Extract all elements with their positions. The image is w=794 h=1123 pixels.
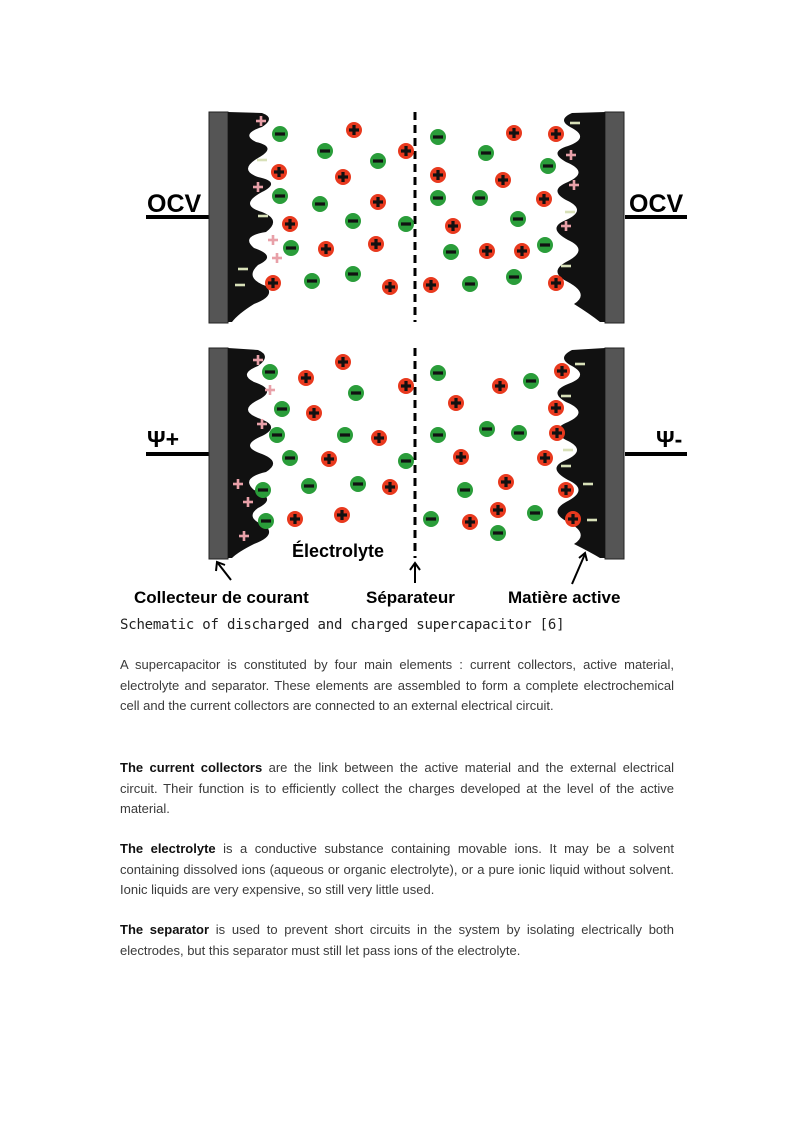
anion-ion bbox=[511, 425, 527, 441]
cation-ion bbox=[479, 243, 495, 259]
right-current-collector bbox=[605, 112, 624, 323]
cation-ion bbox=[398, 378, 414, 394]
anion-ion bbox=[301, 478, 317, 494]
cation-ion bbox=[368, 236, 384, 252]
bottom-right-label: Ψ- bbox=[656, 426, 683, 452]
left-current-collector bbox=[209, 112, 228, 323]
anion-ion bbox=[479, 421, 495, 437]
paragraph-current-collectors bbox=[120, 758, 674, 820]
minus-charge-mark bbox=[563, 449, 573, 452]
anion-ion bbox=[282, 450, 298, 466]
cation-ion bbox=[514, 243, 530, 259]
anion-ion bbox=[443, 244, 459, 260]
bottom-left-label: Ψ+ bbox=[147, 426, 180, 452]
cation-ion bbox=[370, 194, 386, 210]
minus-charge-mark bbox=[561, 395, 571, 398]
anion-ion bbox=[304, 273, 320, 289]
electrolyte-label: Électrolyte bbox=[292, 541, 385, 561]
anion-ion bbox=[345, 213, 361, 229]
cation-ion bbox=[448, 395, 464, 411]
cation-ion bbox=[498, 474, 514, 490]
anion-ion bbox=[398, 453, 414, 469]
anion-ion bbox=[430, 365, 446, 381]
collector-label: Collecteur de courant bbox=[134, 588, 309, 607]
anion-ion bbox=[430, 129, 446, 145]
anion-ion bbox=[478, 145, 494, 161]
cation-ion bbox=[382, 279, 398, 295]
plus-charge-mark bbox=[265, 385, 275, 395]
top-left-label: OCV bbox=[147, 190, 202, 218]
paragraph-text: is used to prevent short circuits in the system by isolating electrically both electrodes, but this separator must still let pass ions of the electrolyte. bbox=[120, 922, 674, 958]
paragraph-intro bbox=[120, 655, 674, 717]
separator-arrow bbox=[410, 563, 420, 583]
paragraph-term: The separator bbox=[120, 922, 210, 937]
anion-ion bbox=[317, 143, 333, 159]
anion-ion bbox=[283, 240, 299, 256]
anion-ion bbox=[272, 126, 288, 142]
cation-ion bbox=[271, 164, 287, 180]
minus-charge-mark bbox=[570, 122, 580, 125]
anion-ion bbox=[430, 427, 446, 443]
anion-ion bbox=[398, 216, 414, 232]
cation-ion bbox=[321, 451, 337, 467]
anion-ion bbox=[490, 525, 506, 541]
cation-ion bbox=[287, 511, 303, 527]
cation-ion bbox=[306, 405, 322, 421]
cation-ion bbox=[335, 169, 351, 185]
minus-charge-mark bbox=[575, 363, 585, 366]
minus-charge-mark bbox=[561, 465, 571, 468]
anion-ion bbox=[537, 237, 553, 253]
minus-charge-mark bbox=[565, 211, 575, 214]
cation-ion bbox=[548, 400, 564, 416]
cation-ion bbox=[430, 167, 446, 183]
anion-ion bbox=[510, 211, 526, 227]
cation-ion bbox=[445, 218, 461, 234]
paragraph-electrolyte bbox=[120, 839, 674, 901]
anion-ion bbox=[523, 373, 539, 389]
anion-ion bbox=[269, 427, 285, 443]
anion-ion bbox=[272, 188, 288, 204]
paragraph-text: is a conductive substance containing movable ions. It may be a solvent containing dissolved ions (aqueous or organic electrolyte), or a pure ionic liquid without solvent. Ionic liquids are very expensive, so still very little used. bbox=[120, 841, 674, 897]
cation-ion bbox=[382, 479, 398, 495]
cation-ion bbox=[558, 482, 574, 498]
anion-ion bbox=[527, 505, 543, 521]
cation-ion bbox=[282, 216, 298, 232]
anion-ion bbox=[337, 427, 353, 443]
cation-ion bbox=[506, 125, 522, 141]
right-current-collector bbox=[605, 348, 624, 559]
anion-ion bbox=[258, 513, 274, 529]
cation-ion bbox=[548, 275, 564, 291]
cation-ion bbox=[554, 363, 570, 379]
left-current-collector bbox=[209, 348, 228, 559]
separator-label: Séparateur bbox=[366, 588, 455, 607]
cation-ion bbox=[462, 514, 478, 530]
minus-charge-mark bbox=[587, 519, 597, 522]
cation-ion bbox=[548, 126, 564, 142]
paragraph-term: The electrolyte bbox=[120, 841, 216, 856]
anion-ion bbox=[255, 482, 271, 498]
anion-ion bbox=[540, 158, 556, 174]
anion-ion bbox=[423, 511, 439, 527]
collector-arrow bbox=[216, 562, 231, 580]
cation-ion bbox=[265, 275, 281, 291]
paragraph-text: A supercapacitor is constituted by four main elements : current collectors, active material, electrolyte and separator. These elements are assembled to form a complete electrochemical cell and the current collectors are connected to an external electrical circuit. bbox=[120, 657, 674, 713]
paragraph-term: The current collectors bbox=[120, 760, 263, 775]
paragraph-separator bbox=[120, 920, 674, 961]
minus-charge-mark bbox=[238, 268, 248, 271]
active-material-label: Matière active bbox=[508, 588, 621, 607]
cation-ion bbox=[492, 378, 508, 394]
cation-ion bbox=[537, 450, 553, 466]
anion-ion bbox=[370, 153, 386, 169]
cation-ion bbox=[298, 370, 314, 386]
cation-ion bbox=[371, 430, 387, 446]
anion-ion bbox=[345, 266, 361, 282]
plus-charge-mark bbox=[272, 253, 282, 263]
minus-charge-mark bbox=[561, 265, 571, 268]
anion-ion bbox=[262, 364, 278, 380]
anion-ion bbox=[506, 269, 522, 285]
cation-ion bbox=[346, 122, 362, 138]
cation-ion bbox=[490, 502, 506, 518]
top-cell bbox=[146, 112, 687, 323]
cation-ion bbox=[334, 507, 350, 523]
anion-ion bbox=[462, 276, 478, 292]
minus-charge-mark bbox=[258, 215, 268, 218]
paragraph-text: are the link between the active material and the external electrical circuit. Their function is to efficiently collect the charges developed at the level of the active material. bbox=[120, 760, 674, 816]
top-right-label: OCV bbox=[629, 190, 684, 218]
anion-ion bbox=[457, 482, 473, 498]
active-material-arrow bbox=[572, 553, 587, 584]
plus-charge-mark bbox=[268, 235, 278, 245]
cation-ion bbox=[453, 449, 469, 465]
cation-ion bbox=[495, 172, 511, 188]
right-active-material bbox=[556, 112, 605, 322]
minus-charge-mark bbox=[235, 284, 245, 287]
anion-ion bbox=[348, 385, 364, 401]
anion-ion bbox=[350, 476, 366, 492]
figure-caption: Schematic of discharged and charged supercapacitor [6] bbox=[120, 617, 565, 633]
anion-ion bbox=[312, 196, 328, 212]
minus-charge-mark bbox=[583, 483, 593, 486]
cation-ion bbox=[536, 191, 552, 207]
anion-ion bbox=[430, 190, 446, 206]
right-active-material bbox=[556, 348, 605, 558]
bottom-cell bbox=[146, 348, 687, 559]
anion-ion bbox=[472, 190, 488, 206]
cation-ion bbox=[565, 511, 581, 527]
anion-ion bbox=[274, 401, 290, 417]
cation-ion bbox=[423, 277, 439, 293]
cation-ion bbox=[335, 354, 351, 370]
cation-ion bbox=[549, 425, 565, 441]
cation-ion bbox=[318, 241, 334, 257]
cation-ion bbox=[398, 143, 414, 159]
minus-charge-mark bbox=[257, 159, 267, 162]
